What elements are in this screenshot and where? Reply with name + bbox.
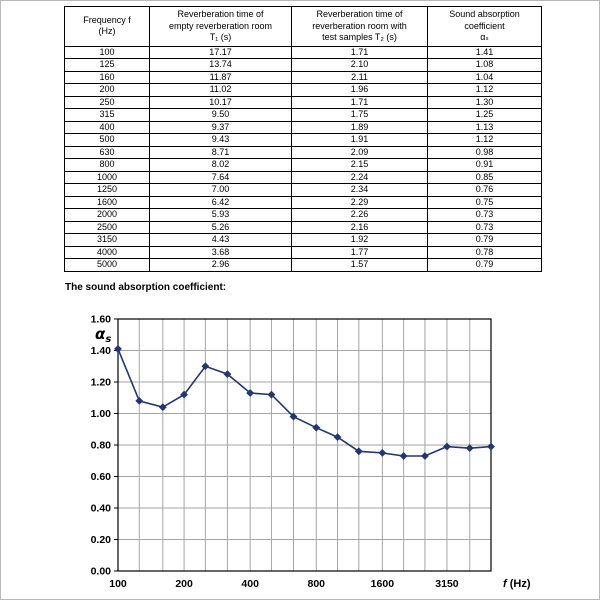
table-row [65, 46, 542, 59]
table-cell: 2.29 [292, 196, 428, 209]
table-cell: 8.71 [150, 146, 292, 159]
table-cell: 7.00 [150, 184, 292, 197]
table-row [65, 84, 542, 97]
table-cell: 1.57 [292, 259, 428, 272]
table-cell: 3150 [65, 234, 150, 247]
table-header-cell: Reverberation time of reverberation room with test samples T₂ (s) [292, 7, 428, 47]
table-cell: 1.71 [292, 46, 428, 59]
table-cell: 1.92 [292, 234, 428, 247]
table-cell: 0.85 [428, 171, 542, 184]
table-cell: 1.96 [292, 84, 428, 97]
table-row [65, 209, 542, 222]
table-cell: 4000 [65, 246, 150, 259]
x-tick-label: 200 [175, 578, 193, 590]
table-cell: 2.26 [292, 209, 428, 222]
table-cell: 2.10 [292, 59, 428, 72]
data-marker [400, 453, 406, 459]
table-cell: 11.02 [150, 84, 292, 97]
table-cell: 100 [65, 46, 150, 59]
table-cell: 5.26 [150, 221, 292, 234]
table-cell: 1.77 [292, 246, 428, 259]
table-row [65, 221, 542, 234]
table-cell: 2.11 [292, 71, 428, 84]
data-marker [115, 346, 121, 352]
table-cell: 200 [65, 84, 150, 97]
table-row [65, 71, 542, 84]
table-header-cell: Sound absorption coefficient αₛ [428, 7, 542, 47]
y-axis-title: $\alpha_s$ [95, 325, 112, 345]
table-cell: 0.73 [428, 209, 542, 222]
table-cell: 2500 [65, 221, 150, 234]
table-cell: 1.25 [428, 109, 542, 122]
table-cell: 250 [65, 96, 150, 109]
table-cell: 0.75 [428, 196, 542, 209]
table-cell: 2000 [65, 209, 150, 222]
y-tick-label: 0.40 [90, 502, 111, 515]
table-cell: 2.24 [292, 171, 428, 184]
absorption-table [64, 6, 542, 272]
table-cell: 9.43 [150, 134, 292, 147]
table-cell: 1600 [65, 196, 150, 209]
table-row [65, 134, 542, 147]
table-row [65, 171, 542, 184]
y-tick-label: 0.00 [90, 565, 111, 578]
table-row [65, 96, 542, 109]
table-cell: 10.17 [150, 96, 292, 109]
table-row [65, 146, 542, 159]
data-line [118, 349, 491, 456]
table-cell: 17.17 [150, 46, 292, 59]
table-cell: 2.15 [292, 159, 428, 172]
table-cell: 630 [65, 146, 150, 159]
table-cell: 1.91 [292, 134, 428, 147]
table-cell: 1.41 [428, 46, 542, 59]
table-cell: 1.04 [428, 71, 542, 84]
table-body [65, 46, 542, 271]
data-marker [488, 443, 494, 449]
table-cell: 2.09 [292, 146, 428, 159]
table-cell: 400 [65, 121, 150, 134]
table-cell: 0.79 [428, 259, 542, 272]
table-cell: 1.30 [428, 96, 542, 109]
y-tick-label: 0.80 [90, 439, 111, 452]
table-cell: 500 [65, 134, 150, 147]
table-cell: 315 [65, 109, 150, 122]
table-cell: 160 [65, 71, 150, 84]
table-cell: 1250 [65, 184, 150, 197]
table-cell: 4.43 [150, 234, 292, 247]
data-marker [136, 398, 142, 404]
table-cell: 0.91 [428, 159, 542, 172]
y-tick-label: 1.40 [90, 345, 111, 357]
table-cell: 7.64 [150, 171, 292, 184]
data-marker [313, 424, 319, 430]
data-marker [444, 443, 450, 449]
table-cell: 5000 [65, 259, 150, 272]
data-marker [467, 445, 473, 451]
data-marker [379, 450, 385, 456]
table-cell: 1.89 [292, 121, 428, 134]
table-cell: 0.79 [428, 234, 542, 247]
table-cell: 13.74 [150, 59, 292, 72]
table-row [65, 184, 542, 197]
table-cell: 125 [65, 59, 150, 72]
table-cell: 6.42 [150, 196, 292, 209]
x-tick-label: 400 [241, 578, 259, 590]
y-tick-label: 1.00 [90, 408, 111, 420]
table-cell: 1.75 [292, 109, 428, 122]
x-axis-title: f (Hz) [503, 578, 531, 590]
table-header-cell: Frequency f (Hz) [65, 7, 150, 47]
x-tick-label: 3150 [435, 578, 459, 590]
table-cell: 2.16 [292, 221, 428, 234]
table-row [65, 259, 542, 272]
table-cell: 1.12 [428, 134, 542, 147]
table-row [65, 109, 542, 122]
table-cell: 1000 [65, 171, 150, 184]
table-header [65, 7, 542, 47]
table-row [65, 159, 542, 172]
table-cell: 11.87 [150, 71, 292, 84]
table-cell: 0.73 [428, 221, 542, 234]
y-tick-label: 0.60 [90, 471, 111, 483]
table-cell: 2.96 [150, 259, 292, 272]
table-cell: 1.08 [428, 59, 542, 72]
table-header-cell: Reverberation time of empty reverberation room T₁ (s) [150, 7, 292, 47]
table-row [65, 196, 542, 209]
table-row [65, 59, 542, 72]
y-tick-label: 1.60 [90, 313, 111, 326]
table-row [65, 234, 542, 247]
table-cell: 0.98 [428, 146, 542, 159]
table-cell: 9.50 [150, 109, 292, 122]
chart-caption: The sound absorption coefficient: [65, 282, 227, 293]
table-row [65, 246, 542, 259]
table-cell: 9.37 [150, 121, 292, 134]
table-cell: 1.13 [428, 121, 542, 134]
table-cell: 1.12 [428, 84, 542, 97]
table-cell: 5.93 [150, 209, 292, 222]
table-cell: 3.68 [150, 246, 292, 259]
absorption-chart [1, 299, 600, 600]
x-tick-label: 800 [307, 578, 326, 590]
table-cell: 800 [65, 159, 150, 172]
table-row [65, 121, 542, 134]
table-cell: 2.34 [292, 184, 428, 197]
y-tick-label: 0.20 [90, 534, 111, 546]
table-cell: 0.76 [428, 184, 542, 197]
y-tick-label: 1.20 [90, 376, 111, 389]
x-tick-label: 100 [109, 578, 127, 590]
x-tick-label: 1600 [370, 578, 395, 590]
table-cell: 1.71 [292, 96, 428, 109]
table-cell: 8.02 [150, 159, 292, 172]
data-marker [422, 453, 428, 459]
table-cell: 0.78 [428, 246, 542, 259]
